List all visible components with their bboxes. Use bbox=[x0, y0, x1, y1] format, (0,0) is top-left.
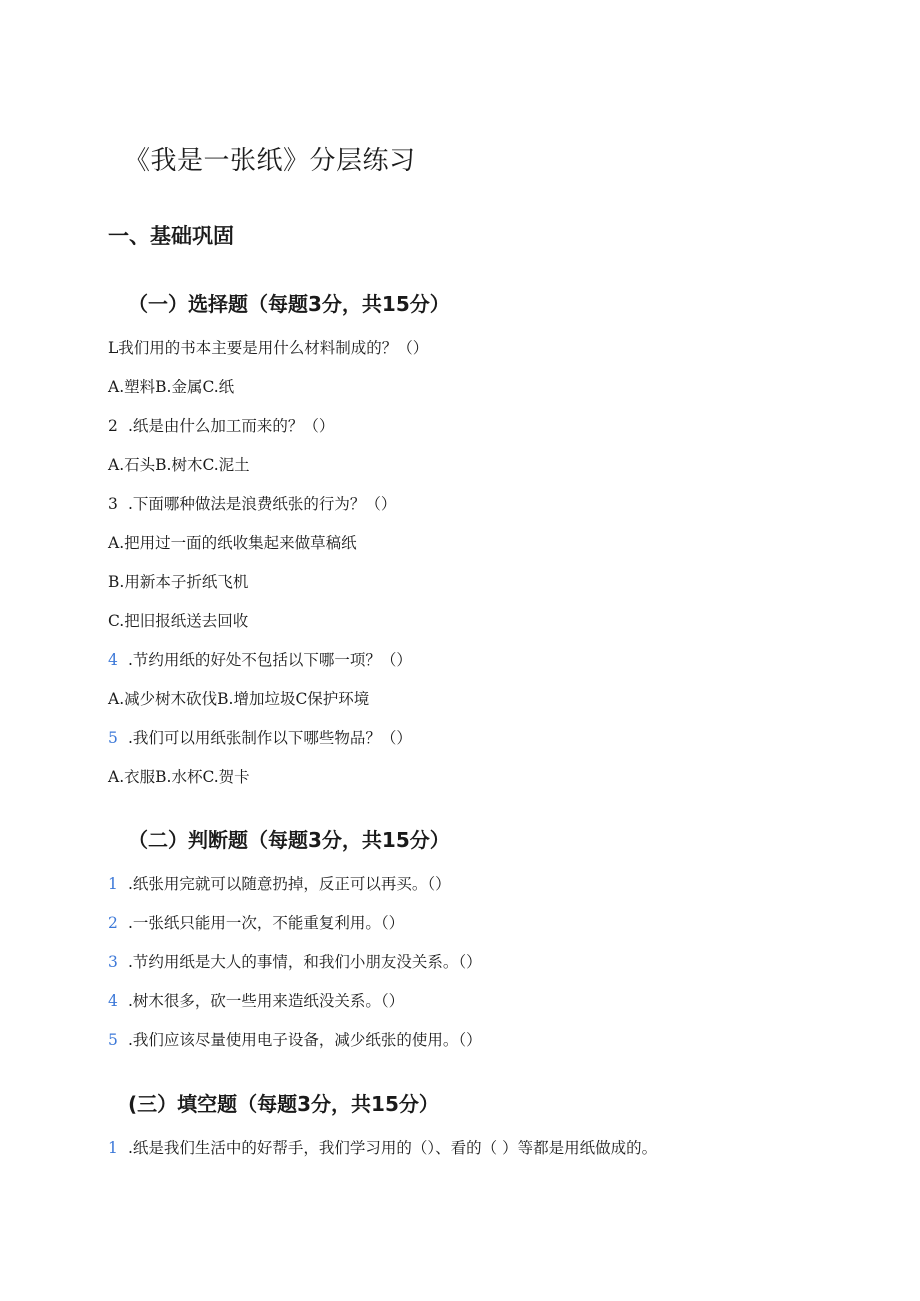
choice-question-4 bbox=[108, 650, 412, 670]
question-number: 5 bbox=[108, 1031, 118, 1049]
choice-question-1 bbox=[108, 338, 428, 358]
subheading-judge: （二）判断题（每题3分，共15分） bbox=[128, 828, 450, 852]
choice-question-5 bbox=[108, 728, 412, 748]
question-number: 4 bbox=[108, 651, 118, 669]
question-number: 5 bbox=[108, 729, 118, 747]
option-text: A.衣服B.水杯C.贺卡 bbox=[108, 768, 250, 786]
document-title: 《我是一张纸》分层练习 bbox=[124, 146, 416, 176]
option-text: A.塑料B.金属C.纸 bbox=[108, 378, 235, 396]
choice-option-3a bbox=[108, 533, 357, 553]
question-text: .下面哪种做法是浪费纸张的行为？（） bbox=[128, 495, 397, 513]
question-text: .纸是由什么加工而来的？（） bbox=[128, 417, 335, 435]
question-text: .一张纸只能用一次，不能重复利用。（） bbox=[128, 914, 405, 932]
question-text: .树木很多，砍一些用来造纸没关系。（） bbox=[128, 992, 405, 1010]
choice-option-3c bbox=[108, 611, 248, 631]
choice-options-5 bbox=[108, 767, 250, 787]
question-number: 1 bbox=[108, 875, 118, 893]
question-text: .节约用纸是大人的事情，和我们小朋友没关系。（） bbox=[128, 953, 482, 971]
judge-question-3 bbox=[108, 952, 482, 972]
choice-options-1 bbox=[108, 377, 234, 397]
option-text: A.减少树木砍伐B.增加垃圾C保护环境 bbox=[108, 690, 370, 708]
judge-question-5 bbox=[108, 1030, 482, 1050]
question-number: 4 bbox=[108, 992, 118, 1010]
question-number: 3 bbox=[108, 953, 118, 971]
choice-question-2 bbox=[108, 416, 334, 436]
question-number: 2 bbox=[108, 914, 118, 932]
option-text: C.把旧报纸送去回收 bbox=[108, 612, 249, 630]
subheading-choice: （一）选择题（每题3分，共15分） bbox=[128, 292, 450, 316]
fill-question-1 bbox=[108, 1138, 657, 1158]
judge-question-4 bbox=[108, 991, 404, 1011]
choice-options-4 bbox=[108, 689, 369, 709]
question-number: 1 bbox=[108, 1139, 118, 1157]
judge-question-2 bbox=[108, 913, 404, 933]
judge-question-1 bbox=[108, 874, 451, 894]
choice-question-3 bbox=[108, 494, 396, 514]
subheading-fill: (三）填空题（每题3分，共15分） bbox=[128, 1092, 439, 1116]
question-text: L我们用的书本主要是用什么材料制成的？（） bbox=[108, 339, 429, 357]
option-text: A.石头B.树木C.泥土 bbox=[108, 456, 250, 474]
question-text: .纸张用完就可以随意扔掉，反正可以再买。（） bbox=[128, 875, 451, 893]
question-text: .我们应该尽量使用电子设备，减少纸张的使用。（） bbox=[128, 1031, 482, 1049]
question-number: 3 bbox=[108, 495, 118, 513]
question-text: .纸是我们生活中的好帮手，我们学习用的（）、看的（ ）等都是用纸做成的。 bbox=[128, 1139, 658, 1157]
option-text: A.把用过一面的纸收集起来做草稿纸 bbox=[108, 534, 357, 552]
option-text: B.用新本子折纸飞机 bbox=[108, 573, 249, 591]
question-text: .节约用纸的好处不包括以下哪一项？（） bbox=[128, 651, 412, 669]
choice-option-3b bbox=[108, 572, 248, 592]
choice-options-2 bbox=[108, 455, 250, 475]
question-text: .我们可以用纸张制作以下哪些物品？（） bbox=[128, 729, 412, 747]
question-number: 2 bbox=[108, 417, 118, 435]
section-heading-basic: 一、基础巩固 bbox=[108, 224, 234, 248]
